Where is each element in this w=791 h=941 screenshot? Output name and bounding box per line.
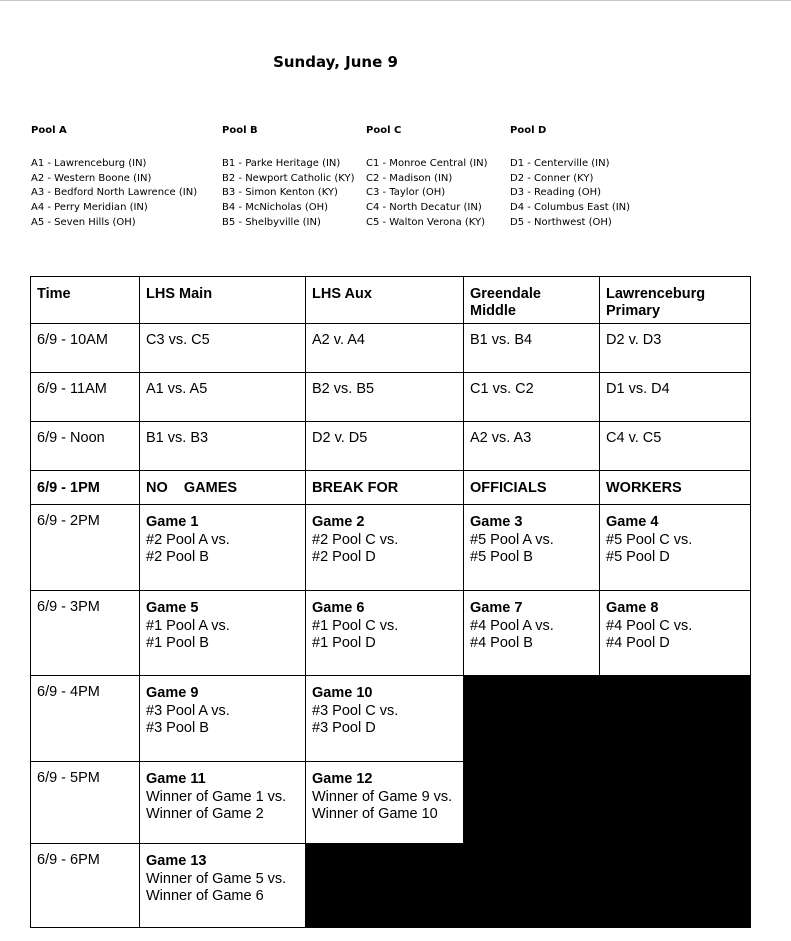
game-line: Winner of Game 5 vs. xyxy=(146,870,287,887)
break-cell: NO GAMES xyxy=(140,471,306,505)
game-cell xyxy=(306,676,464,762)
time-cell: 6/9 - 3PM xyxy=(31,591,140,676)
schedule-table xyxy=(30,276,751,928)
break-cell: OFFICIALS xyxy=(464,471,600,505)
header-lhs-aux: LHS Aux xyxy=(306,277,464,324)
table-row xyxy=(31,591,751,676)
game-title: Game 12 xyxy=(312,771,373,787)
table-row xyxy=(31,844,751,928)
game-line: #4 Pool A vs. xyxy=(470,617,554,634)
matchup-cell: B1 vs. B4 xyxy=(464,324,600,373)
pool-team: B5 - Shelbyville (IN) xyxy=(222,216,321,228)
game-line: #1 Pool D xyxy=(312,635,376,651)
game-cell xyxy=(140,762,306,844)
game-cell xyxy=(306,762,464,844)
game-line: #1 Pool A vs. xyxy=(146,617,230,634)
pool-team: A2 - Western Boone (IN) xyxy=(31,172,152,184)
game-title: Game 5 xyxy=(146,600,199,616)
top-divider xyxy=(0,0,791,1)
table-row xyxy=(31,324,751,373)
page-title: Sunday, June 9 xyxy=(273,53,398,71)
time-cell: 6/9 - Noon xyxy=(31,422,140,471)
pool-team: B1 - Parke Heritage (IN) xyxy=(222,158,341,169)
header-line: Middle xyxy=(470,303,516,319)
pool-d-title: Pool D xyxy=(510,125,547,136)
header-lhs-main: LHS Main xyxy=(140,277,306,324)
game-line: #2 Pool A vs. xyxy=(146,531,230,548)
game-line: #4 Pool C vs. xyxy=(606,617,693,634)
game-cell xyxy=(600,505,751,591)
game-cell xyxy=(140,844,306,928)
blacked-out-block xyxy=(306,844,751,928)
pool-team: B4 - McNicholas (OH) xyxy=(222,202,329,214)
pool-team: D2 - Conner (KY) xyxy=(510,172,594,184)
matchup-cell: D1 vs. D4 xyxy=(600,373,751,422)
game-title: Game 10 xyxy=(312,685,373,701)
break-cell: BREAK FOR xyxy=(306,471,464,505)
time-cell: 6/9 - 11AM xyxy=(31,373,140,422)
game-cell xyxy=(464,505,600,591)
game-line: #2 Pool B xyxy=(146,549,209,565)
matchup-cell: D2 v. D5 xyxy=(306,422,464,471)
game-title: Game 11 xyxy=(146,771,206,787)
table-header-row xyxy=(31,277,751,324)
game-line: Winner of Game 6 xyxy=(146,888,264,904)
table-row xyxy=(31,373,751,422)
pool-team: D4 - Columbus East (IN) xyxy=(510,202,631,214)
game-line: #5 Pool D xyxy=(606,549,670,565)
game-cell xyxy=(306,591,464,676)
matchup-cell: C3 vs. C5 xyxy=(140,324,306,373)
game-line: #3 Pool D xyxy=(312,720,376,736)
table-row xyxy=(31,505,751,591)
pool-c-title: Pool C xyxy=(366,125,402,136)
pool-a xyxy=(31,125,197,230)
pool-team: D3 - Reading (OH) xyxy=(510,187,601,199)
matchup-cell: A1 vs. A5 xyxy=(140,373,306,422)
table-row xyxy=(31,676,751,762)
game-line: #2 Pool C vs. xyxy=(312,531,399,548)
game-line: Winner of Game 9 vs. xyxy=(312,788,453,805)
pool-b-title: Pool B xyxy=(222,125,258,136)
header-line: Primary xyxy=(606,303,661,319)
header-time: Time xyxy=(31,277,140,324)
matchup-cell: D2 v. D3 xyxy=(600,324,751,373)
game-line: Winner of Game 1 vs. xyxy=(146,788,287,805)
matchup-cell: C1 vs. C2 xyxy=(464,373,600,422)
table-row xyxy=(31,422,751,471)
break-cell: WORKERS xyxy=(600,471,751,505)
time-cell: 6/9 - 1PM xyxy=(31,471,140,505)
pool-team: A1 - Lawrenceburg (IN) xyxy=(31,158,147,169)
header-lawrenceburg-primary xyxy=(600,277,751,324)
pool-team: C2 - Madison (IN) xyxy=(366,172,453,184)
matchup-cell: B1 vs. B3 xyxy=(140,422,306,471)
pool-team: C5 - Walton Verona (KY) xyxy=(366,216,486,228)
pool-b xyxy=(222,125,355,230)
time-cell: 6/9 - 6PM xyxy=(31,844,140,928)
pool-team: D1 - Centerville (IN) xyxy=(510,158,610,169)
game-line: #1 Pool C vs. xyxy=(312,617,399,634)
pool-team: C1 - Monroe Central (IN) xyxy=(366,158,488,169)
game-cell xyxy=(140,591,306,676)
pool-c xyxy=(366,125,488,230)
time-cell: 6/9 - 5PM xyxy=(31,762,140,844)
header-line: Greendale xyxy=(470,286,541,302)
header-greendale-middle xyxy=(464,277,600,324)
matchup-cell: A2 vs. A3 xyxy=(464,422,600,471)
game-line: #3 Pool C vs. xyxy=(312,702,399,719)
time-cell: 6/9 - 10AM xyxy=(31,324,140,373)
game-title: Game 7 xyxy=(470,600,523,616)
game-line: #5 Pool B xyxy=(470,549,533,565)
game-cell xyxy=(140,505,306,591)
game-title: Game 13 xyxy=(146,853,207,869)
game-cell xyxy=(464,591,600,676)
game-line: #4 Pool D xyxy=(606,635,670,651)
header-line: Lawrenceburg xyxy=(606,286,706,302)
pool-team: A3 - Bedford North Lawrence (IN) xyxy=(31,187,198,199)
game-cell xyxy=(140,676,306,762)
game-title: Game 8 xyxy=(606,600,659,616)
game-title: Game 4 xyxy=(606,514,659,530)
pool-team: C3 - Taylor (OH) xyxy=(366,187,446,199)
game-title: Game 3 xyxy=(470,514,523,530)
pool-team: A5 - Seven Hills (OH) xyxy=(31,216,136,228)
pool-a-title: Pool A xyxy=(31,125,67,136)
game-line: #4 Pool B xyxy=(470,635,533,651)
game-line: Winner of Game 10 xyxy=(312,806,438,822)
pool-team: B3 - Simon Kenton (KY) xyxy=(222,187,338,199)
pool-team: A4 - Perry Meridian (IN) xyxy=(31,202,148,214)
game-title: Game 6 xyxy=(312,600,365,616)
game-cell xyxy=(306,505,464,591)
time-cell: 6/9 - 2PM xyxy=(31,505,140,591)
time-cell: 6/9 - 4PM xyxy=(31,676,140,762)
pool-team: B2 - Newport Catholic (KY) xyxy=(222,172,355,184)
game-cell xyxy=(600,591,751,676)
game-line: #2 Pool D xyxy=(312,549,376,565)
game-line: Winner of Game 2 xyxy=(146,806,264,822)
game-line: #3 Pool A vs. xyxy=(146,702,230,719)
game-line: #3 Pool B xyxy=(146,720,209,736)
game-line: #5 Pool A vs. xyxy=(470,531,554,548)
game-title: Game 2 xyxy=(312,514,365,530)
game-title: Game 9 xyxy=(146,685,199,701)
game-title: Game 1 xyxy=(146,514,199,530)
game-line: #5 Pool C vs. xyxy=(606,531,693,548)
blacked-out-block xyxy=(464,676,751,844)
matchup-cell: B2 vs. B5 xyxy=(306,373,464,422)
pool-team: D5 - Northwest (OH) xyxy=(510,216,612,228)
game-line: #1 Pool B xyxy=(146,635,209,651)
table-row xyxy=(31,471,751,505)
matchup-cell: A2 v. A4 xyxy=(306,324,464,373)
pool-team: C4 - North Decatur (IN) xyxy=(366,202,482,214)
matchup-cell: C4 v. C5 xyxy=(600,422,751,471)
pool-d xyxy=(510,125,630,230)
